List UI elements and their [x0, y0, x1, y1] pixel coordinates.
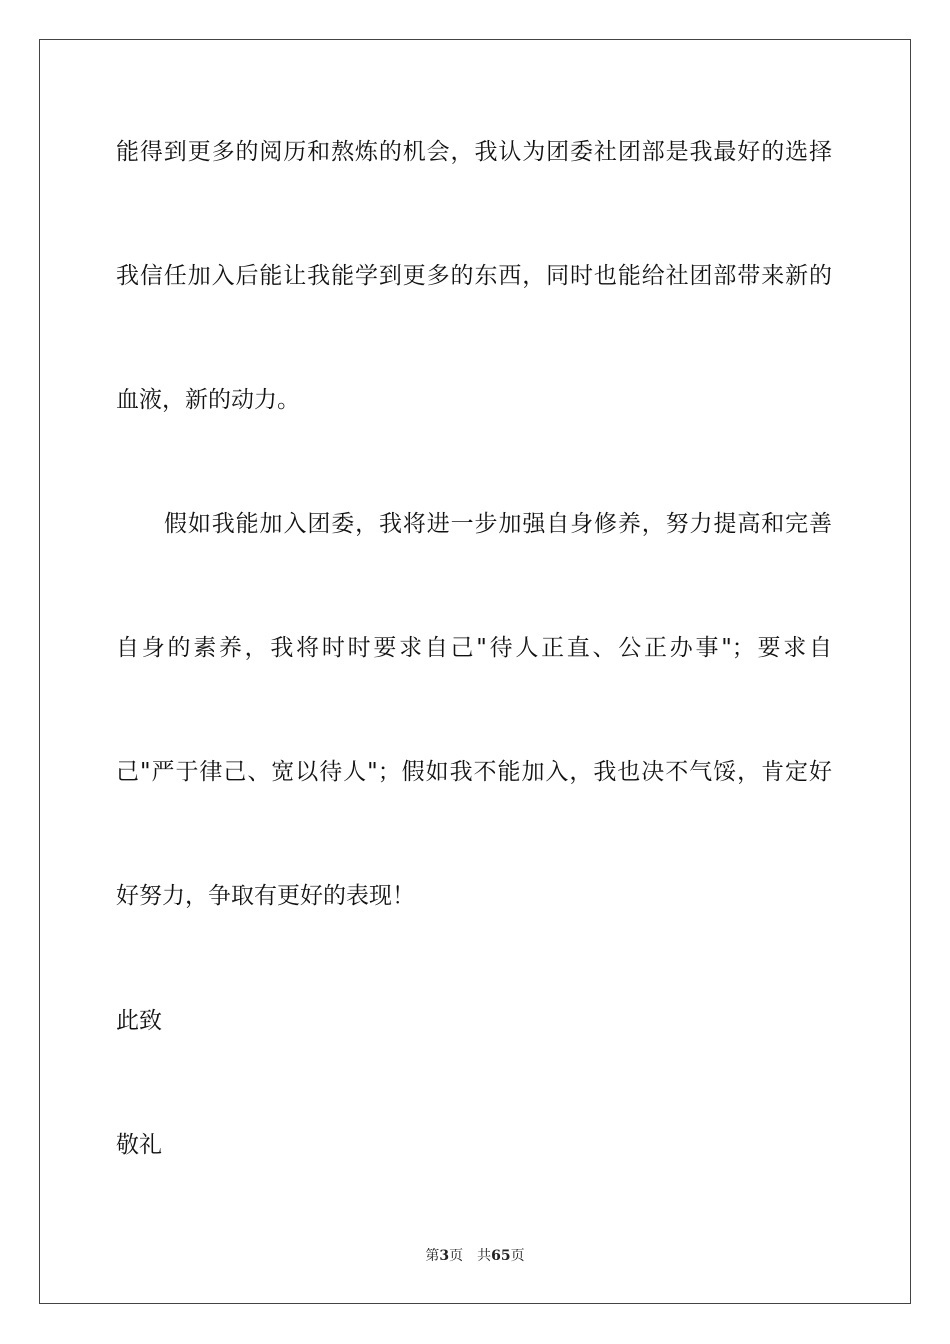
total-pages: 65 — [491, 1248, 511, 1264]
page-footer — [0, 1247, 950, 1265]
total-suffix: 页 — [510, 1248, 525, 1264]
page-frame — [39, 39, 911, 1304]
page-suffix: 页 — [449, 1248, 464, 1264]
page-number: 3 — [439, 1248, 450, 1264]
total-prefix: 共 — [477, 1248, 492, 1264]
text-line-2: 我信任加入后能让我能学到更多的东西，同时也能给社团部带来新的 — [116, 263, 832, 289]
text-line-1: 能得到更多的阅历和熬炼的机会，我认为团委社团部是我最好的选择 — [116, 139, 832, 165]
text-line-4: 假如我能加入团委，我将进一步加强自身修养，努力提高和完善 — [164, 511, 832, 537]
closing-salutation: 此致 — [116, 1008, 162, 1034]
closing-regards: 敬礼 — [116, 1132, 162, 1158]
text-line-3: 血液，新的动力。 — [116, 387, 300, 413]
page-prefix: 第 — [425, 1248, 440, 1264]
text-line-7: 好努力，争取有更好的表现！ — [116, 883, 415, 909]
text-line-6: 己"严于律己、宽以待人"；假如我不能加入，我也决不气馁，肯定好 — [116, 759, 832, 785]
text-line-5: 自身的素养，我将时时要求自己"待人正直、公正办事"；要求自 — [116, 635, 832, 661]
